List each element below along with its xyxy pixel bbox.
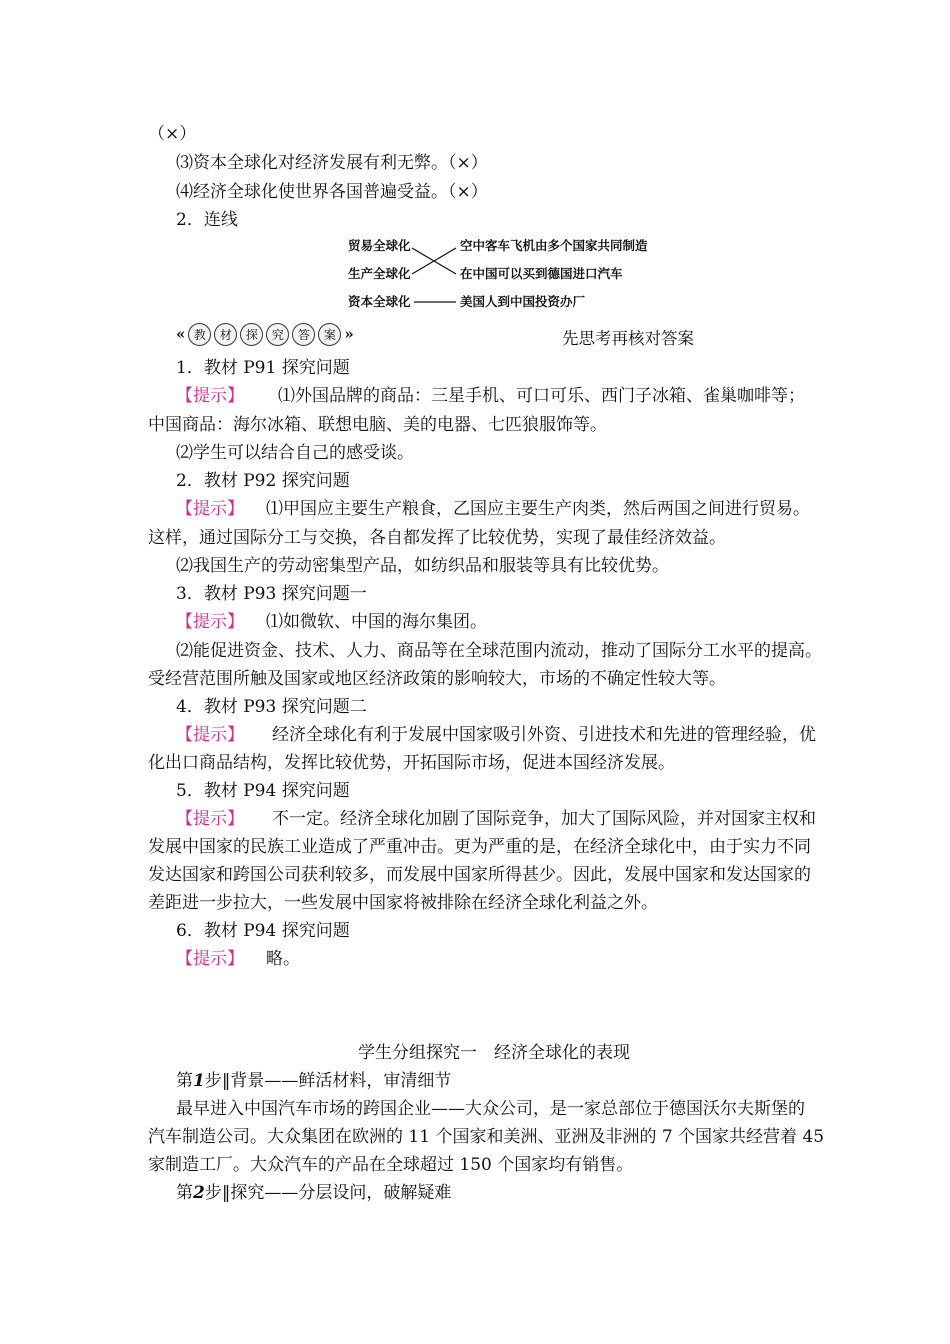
double-left-arrow-icon: «: [176, 325, 186, 343]
step-prefix: 第: [176, 1071, 193, 1091]
paragraph-line: 汽车制造公司。大众集团在欧洲的 11 个国家和美洲、亚洲及非洲的 7 个国家共经营着 45: [148, 1127, 825, 1147]
step-prefix: 第: [176, 1183, 193, 1203]
hint-label: 【提示】: [176, 386, 244, 406]
hint-label: 【提示】: [176, 612, 244, 632]
answer-line: ⑵能促进资金、技术、人力、商品等在全球范围内流动，推动了国际分工水平的提高。: [176, 641, 822, 661]
question-title: 3．教材 P93 探究问题一: [176, 584, 367, 604]
banner-char: 答: [292, 323, 315, 346]
answer-line: 发展中国家的民族工业造成了严重冲击。更为严重的是，在经济全球化中，由于实力不同: [148, 837, 811, 857]
section-title: 学生分组探究一 经济全球化的表现: [358, 1043, 630, 1063]
match-left-2: 生产全球化: [348, 266, 411, 281]
answer-line: [176, 808, 816, 830]
match-left-3: 资本全球化: [348, 294, 411, 309]
answer-text: ⑴外国品牌的商品：三星手机、可口可乐、西门子冰箱、雀巢咖啡等；: [278, 386, 805, 406]
answer-line: 中国商品：海尔冰箱、联想电脑、美的电器、七匹狼服饰等。: [148, 415, 607, 435]
question-title: 6．教材 P94 探究问题: [176, 921, 350, 941]
step-heading: [176, 1070, 451, 1092]
hint-label: 【提示】: [176, 809, 244, 829]
step-number: 2: [193, 1183, 205, 1203]
banner-right-text: 先思考再核对答案: [562, 329, 694, 348]
match-left-1: 贸易全球化: [348, 238, 411, 253]
step-text: 步‖背景——鲜活材料，审清细节: [204, 1071, 452, 1091]
answer-line: ⑵学生可以结合自己的感受谈。: [176, 443, 414, 463]
banner-char: 教: [188, 323, 211, 346]
question-title: 1．教材 P91 探究问题: [176, 358, 350, 378]
double-right-arrow-icon: »: [344, 325, 354, 343]
question-title: 4．教材 P93 探究问题二: [176, 697, 367, 717]
answer-text: 略。: [266, 949, 300, 969]
answer-line: 发达国家和跨国公司获利较多，而发展中国家所得甚少。因此，发展中国家和发达国家的: [148, 865, 811, 885]
answer-line: 这样，通过国际分工与交换，各自都发挥了比较优势，实现了最佳经济效益。: [148, 528, 726, 548]
hint-label: 【提示】: [176, 725, 244, 745]
question-title: 2．教材 P92 探究问题: [176, 471, 350, 491]
banner-char: 案: [318, 323, 341, 346]
text-line: 2．连线: [176, 210, 238, 230]
text-line: ⑶资本全球化对经济发展有利无弊。（×）: [176, 153, 488, 173]
answer-text: 不一定。经济全球化加剧了国际竞争，加大了国际风险，并对国家主权和: [272, 809, 816, 829]
step-heading: [176, 1182, 451, 1204]
step-text: 步‖探究——分层设问，破解疑难: [204, 1183, 452, 1203]
banner-char: 究: [266, 323, 289, 346]
answer-text: 经济全球化有利于发展中国家吸引外资、引进技术和先进的管理经验，优: [272, 725, 816, 745]
answer-line: [176, 724, 816, 746]
paragraph-line: 家制造工厂。大众汽车的产品在全球超过 150 个国家均有销售。: [148, 1155, 634, 1175]
text-line: ⑷经济全球化使世界各国普遍受益。（×）: [176, 182, 488, 202]
answer-text: ⑴如微软、中国的海尔集团。: [266, 612, 487, 632]
match-right-2: 在中国可以买到德国进口汽车: [460, 266, 623, 281]
text-line: （×）: [148, 124, 197, 144]
answer-text: ⑴甲国应主要生产粮食，乙国应主要生产肉类，然后两国之间进行贸易。: [266, 499, 810, 519]
step-number: 1: [193, 1071, 205, 1091]
hint-label: 【提示】: [176, 949, 244, 969]
answer-line: [176, 385, 805, 407]
hint-label: 【提示】: [176, 499, 244, 519]
paragraph-line: 最早进入中国汽车市场的跨国企业——大众公司，是一家总部位于德国沃尔夫斯堡的: [176, 1099, 805, 1119]
section-banner: [176, 322, 354, 346]
banner-char: 探: [240, 323, 263, 346]
match-right-3: 美国人到中国投资办厂: [460, 294, 586, 309]
answer-line: 化出口商品结构，发挥比较优势，开拓国际市场，促进本国经济发展。: [148, 753, 675, 773]
answer-line: [176, 611, 487, 633]
matching-diagram: [340, 232, 660, 316]
answer-line: 差距进一步拉大，一些发展中国家将被排除在经济全球化利益之外。: [148, 893, 658, 913]
match-right-1: 空中客车飞机由多个国家共同制造: [460, 238, 648, 253]
answer-line: 受经营范围所触及国家或地区经济政策的影响较大，市场的不确定性较大等。: [148, 669, 726, 689]
answer-line: [176, 948, 300, 970]
answer-line: ⑵我国生产的劳动密集型产品，如纺织品和服装等具有比较优势。: [176, 556, 669, 576]
answer-line: [176, 498, 810, 520]
banner-char: 材: [214, 323, 237, 346]
question-title: 5．教材 P94 探究问题: [176, 781, 350, 801]
